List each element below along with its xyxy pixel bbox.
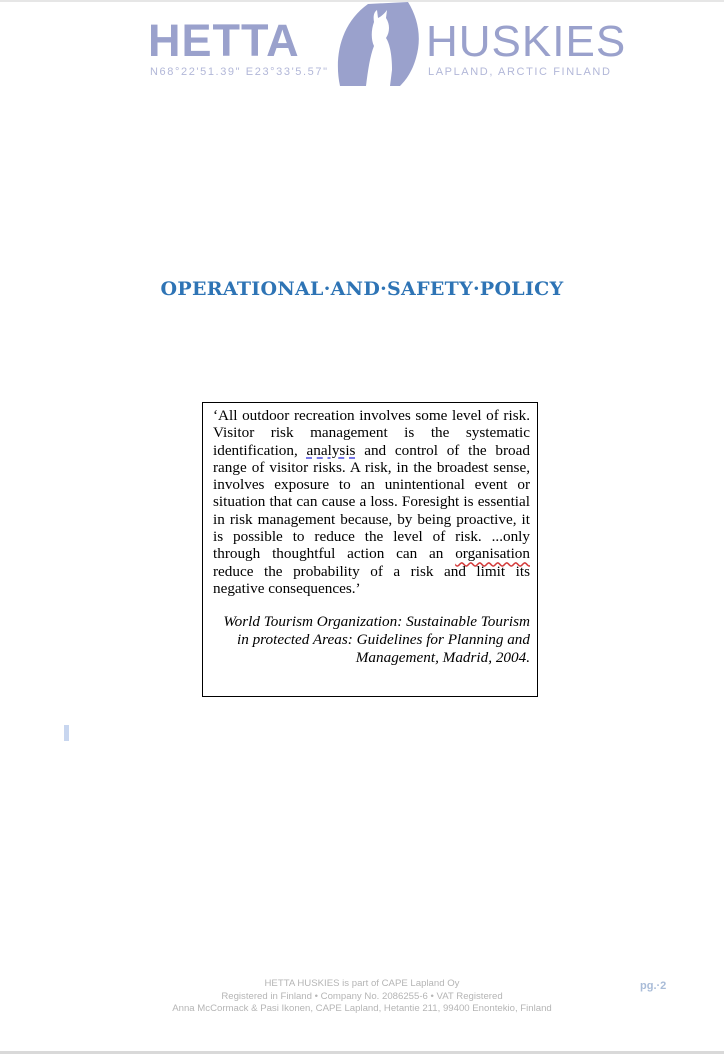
quote-text-part-2: and control of the broad range of visitor risks. A risk, in the broadest sense, involves exposure to an unintentional event or situation that can cause a loss. Foresight is essential in risk management because, by being proactive, it is possible to reduce the level of risk. ...only through thoughtful action can an <box>213 441 530 563</box>
text-cursor <box>64 725 69 741</box>
grammar-flagged-word[interactable]: analysis <box>306 441 356 459</box>
page-number: pg.·2 <box>640 980 667 992</box>
page-title: OPERATIONAL·AND·SAFETY·POLICY <box>160 278 564 300</box>
logo-word-hetta: HETTA <box>148 15 300 66</box>
quote-source: World Tourism Organization: Sustainable Tourism in protected Areas: Guidelines for Planning and Management, Madrid, 2004. <box>223 613 530 666</box>
logo-subtitle: LAPLAND, ARCTIC FINLAND <box>428 66 612 78</box>
footer-line-2: Registered in Finland • Company No. 2086255-6 • VAT Registered <box>221 990 503 1002</box>
quote-text-part-1: ‘All outdoor recreation involves some level of risk. Visitor risk management is the systematic identification, <box>213 407 530 459</box>
quote-text-part-3: reduce the probability of a risk and limit its negative consequences.’ <box>213 562 530 597</box>
spelling-flagged-word[interactable]: organisation <box>455 545 530 563</box>
howling-husky-emblem-icon <box>330 0 422 86</box>
quote-box <box>202 402 538 697</box>
footer-line-1: HETTA HUSKIES is part of CAPE Lapland Oy <box>264 978 460 989</box>
logo-coordinates: N68°22'51.39" E23°33'5.57" <box>150 66 329 78</box>
quote-text <box>213 407 530 597</box>
logo-word-huskies: HUSKIES <box>426 17 627 66</box>
footer-line-3: Anna McCormack & Pasi Ikonen, CAPE Lapland, Hetantie 211, 99400 Enontekio, Finland <box>172 1003 552 1014</box>
company-logo <box>0 0 724 90</box>
page-footer <box>150 978 574 1016</box>
